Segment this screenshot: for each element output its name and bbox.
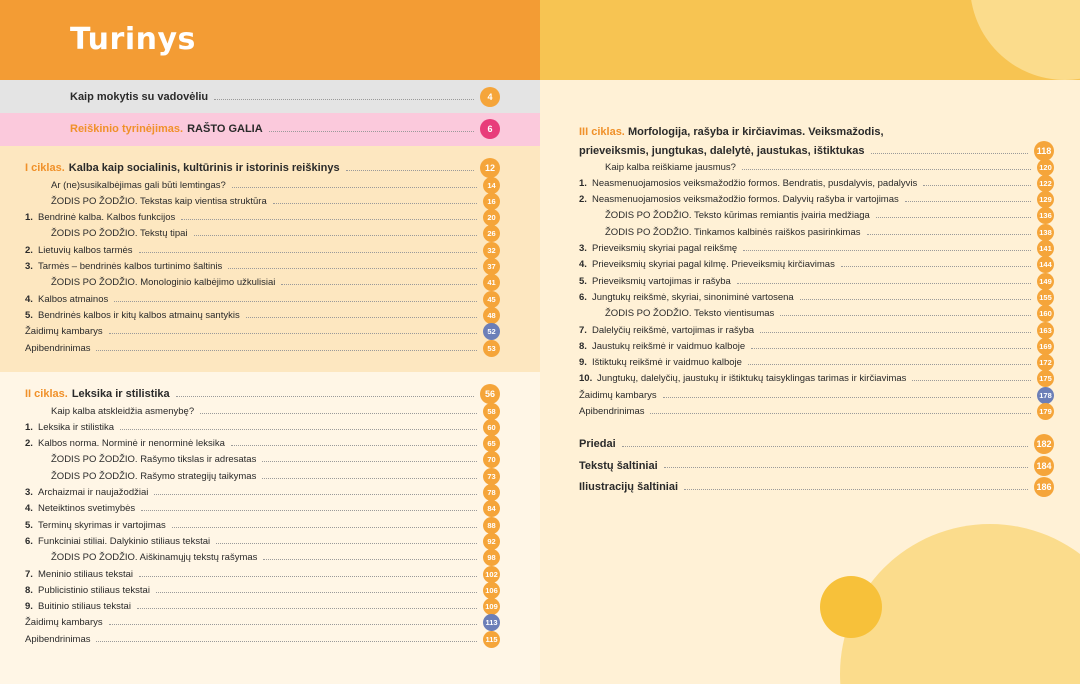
- entry-title: Neasmenuojamosios veiksmažodžio formos. Dalyvių rašyba ir vartojimas: [592, 194, 899, 206]
- page-badge: 73: [483, 468, 500, 485]
- entry-title: Ištiktukų reikšmė ir vaidmuo kalboje: [592, 357, 742, 369]
- entry-title: Kaip kalba reiškiame jausmus?: [605, 161, 736, 173]
- entry-title: Neasmenuojamosios veiksmažodžio formos. Bendratis, pusdalyvis, padalyvis: [592, 177, 918, 189]
- entry-title: Apibendrinimas: [25, 342, 91, 354]
- entry-title: Bendrinės kalbos ir kitų kalbos atmainų santykis: [38, 309, 240, 321]
- toc-entry[interactable]: [25, 403, 500, 419]
- toc-entry-appendix[interactable]: [579, 456, 1054, 476]
- entry-title: Ar (ne)susikalbėjimas gali būti lemtingas?: [51, 179, 226, 191]
- toc-entry[interactable]: [579, 175, 1054, 191]
- page-badge: 70: [483, 451, 500, 468]
- toc-entry[interactable]: [25, 468, 500, 484]
- toc-entry[interactable]: [25, 550, 500, 566]
- page-badge: 109: [483, 598, 500, 615]
- page-badge: 41: [483, 274, 500, 291]
- entry-title: Kalbos atmainos: [38, 293, 109, 305]
- entry-number: 9.: [25, 601, 33, 613]
- page-badge: 169: [1037, 338, 1054, 355]
- page-title: Turinys: [70, 22, 196, 57]
- entry-number: 9.: [579, 357, 587, 369]
- toc-entry[interactable]: [25, 599, 500, 615]
- toc-entry[interactable]: [25, 615, 500, 631]
- page-badge: 45: [483, 291, 500, 308]
- page-badge: 113: [483, 614, 500, 631]
- entry-title: Funkciniai stiliai. Dalykinio stiliaus tekstai: [38, 535, 211, 547]
- decor-circle: [820, 576, 882, 638]
- toc-entry[interactable]: [25, 517, 500, 533]
- entry-number: 5.: [579, 275, 587, 287]
- page-badge: 106: [483, 582, 500, 599]
- toc-entry[interactable]: [25, 291, 500, 307]
- page-badge: 115: [483, 631, 500, 648]
- page-badge: 122: [1037, 175, 1054, 192]
- entry-title: Dalelyčių reikšmė, vartojimas ir rašyba: [592, 324, 755, 336]
- entry-title: Bendrinė kalba. Kalbos funkcijos: [38, 212, 176, 224]
- toc-entry[interactable]: [25, 631, 500, 647]
- entry-title: Žaidimų kambarys: [25, 617, 103, 629]
- entry-number: 1.: [579, 177, 587, 189]
- page-badge: 172: [1037, 354, 1054, 371]
- page-badge: 26: [483, 225, 500, 242]
- toc-entry[interactable]: [579, 371, 1054, 387]
- entry-number: 1.: [25, 421, 33, 433]
- toc-entry[interactable]: [25, 275, 500, 291]
- entry-number: 5.: [25, 519, 33, 531]
- entry-number: 8.: [579, 340, 587, 352]
- entry-number: 10.: [579, 373, 593, 385]
- entry-title: Leksika ir stilistika: [38, 421, 115, 433]
- toc-entry[interactable]: [579, 306, 1054, 322]
- toc-entry[interactable]: [579, 241, 1054, 257]
- entry-title: Priedai: [579, 438, 616, 450]
- toc-entry[interactable]: [25, 340, 500, 356]
- page-badge: 78: [483, 484, 500, 501]
- page-badge: 138: [1037, 224, 1054, 241]
- page-badge: 175: [1037, 370, 1054, 387]
- entry-number: 3.: [579, 243, 587, 254]
- entry-number: 4.: [25, 503, 33, 515]
- page-badge: 48: [483, 307, 500, 324]
- page-badge: 32: [483, 242, 500, 259]
- page-badge: 53: [483, 340, 500, 357]
- entry-title: Kalbos norma. Norminė ir nenorminė leksika: [38, 438, 225, 450]
- page-badge: 178: [1037, 387, 1054, 404]
- page-badge: 163: [1037, 322, 1054, 339]
- page-badge: 149: [1037, 273, 1054, 290]
- entry-number: 3.: [25, 261, 33, 272]
- toc-entry[interactable]: [579, 322, 1054, 338]
- page-badge: 92: [483, 533, 500, 550]
- toc-entry[interactable]: [25, 566, 500, 582]
- cycle3-heading[interactable]: III ciklas. Morfologija, rašyba ir kirčiavimas. Veiksmažodis, prieveiksmis, jungtukas, dalelytė, jaustukas, ištiktukas 118: [579, 124, 1054, 161]
- entry-title: Buitinio stiliaus tekstai: [38, 601, 131, 613]
- entry-title: Žaidimų kambarys: [579, 389, 657, 401]
- page-badge: 88: [483, 517, 500, 534]
- entry-title: Prieveiksmių vartojimas ir rašyba: [592, 275, 731, 287]
- entry-number: 2.: [579, 194, 587, 206]
- page-badge: 184: [1034, 456, 1054, 476]
- toc-entry[interactable]: [579, 208, 1054, 224]
- page-badge: 60: [483, 419, 500, 436]
- entry-number: 4.: [25, 293, 33, 305]
- page-badge: 182: [1034, 434, 1054, 454]
- entry-number: 2.: [25, 244, 33, 256]
- entry-title: Tarmės – bendrinės kalbos turtinimo šaltinis: [38, 261, 223, 272]
- entry-title: ŽODIS PO ŽODŽIO. Tekstas kaip vientisa struktūra: [51, 195, 267, 207]
- page-badge: 136: [1037, 207, 1054, 224]
- entry-title: Apibendrinimas: [579, 406, 645, 417]
- entry-title: Apibendrinimas: [25, 633, 91, 645]
- page-badge: 16: [483, 193, 500, 210]
- page-badge: 58: [483, 403, 500, 420]
- page-badge: 14: [483, 177, 500, 194]
- toc-entry[interactable]: [579, 159, 1054, 175]
- page-badge: 20: [483, 209, 500, 226]
- toc-entry[interactable]: [25, 485, 500, 501]
- entry-title: Archaizmai ir naujažodžiai: [38, 487, 149, 498]
- page-badge: 102: [483, 566, 500, 583]
- entry-title: Jungtukų, dalelyčių, jaustukų ir ištiktukų taisyklingas tarimas ir kirčiavimas: [597, 373, 907, 385]
- entry-number: 4.: [579, 259, 587, 271]
- page-badge: 160: [1037, 305, 1054, 322]
- entry-number: 1.: [25, 212, 33, 224]
- entry-number: 3.: [25, 487, 33, 498]
- page-badge: 129: [1037, 191, 1054, 208]
- entry-title: ŽODIS PO ŽODŽIO. Tekstų tipai: [51, 228, 188, 240]
- entry-title: Prieveiksmių skyriai pagal kilmę. Prieveiksmių kirčiavimas: [592, 259, 835, 271]
- page-badge: 98: [483, 549, 500, 566]
- toc-entry[interactable]: [579, 273, 1054, 289]
- toc-entry[interactable]: [579, 224, 1054, 240]
- entry-title: Lietuvių kalbos tarmės: [38, 244, 133, 256]
- header-bar-left: [0, 0, 540, 80]
- toc-entry-intro[interactable]: Kaip mokytis su vadovėliu 4: [70, 87, 500, 107]
- page-badge: 141: [1037, 240, 1054, 257]
- entry-title: Prieveiksmių skyriai pagal reikšmę: [592, 243, 738, 254]
- toc-entry[interactable]: [25, 582, 500, 598]
- toc-entry[interactable]: [579, 289, 1054, 305]
- entry-title: ŽODIS PO ŽODŽIO. Teksto kūrimas remiantis įvairia medžiaga: [605, 210, 870, 222]
- page-badge: 37: [483, 258, 500, 275]
- entry-number: 5.: [25, 309, 33, 321]
- entry-title: ŽODIS PO ŽODŽIO. Rašymo tikslas ir adresatas: [51, 454, 257, 466]
- entry-title: ŽODIS PO ŽODŽIO. Monologinio kalbėjimo užkulisiai: [51, 277, 276, 289]
- entry-number: 8.: [25, 584, 33, 596]
- entry-number: 6.: [25, 535, 33, 547]
- entry-title: Jaustukų reikšmė ir vaidmuo kalboje: [592, 340, 746, 352]
- toc-entry[interactable]: [579, 338, 1054, 354]
- page-badge: 118: [1034, 141, 1054, 161]
- toc-entry[interactable]: [25, 324, 500, 340]
- toc-entry[interactable]: [579, 404, 1054, 420]
- entry-title: ŽODIS PO ŽODŽIO. Rašymo strategijų taikymas: [51, 470, 257, 482]
- entry-title: Meninio stiliaus tekstai: [38, 568, 134, 580]
- page-badge: 65: [483, 435, 500, 452]
- page-badge: 6: [480, 119, 500, 139]
- entry-number: 7.: [579, 324, 587, 336]
- page-badge: 52: [483, 323, 500, 340]
- page-badge: 12: [480, 158, 500, 178]
- toc-entry[interactable]: [25, 259, 500, 275]
- entry-title: ŽODIS PO ŽODŽIO. Tinkamos kalbinės raiškos pasirinkimas: [605, 226, 861, 238]
- entry-title: Tekstų šaltiniai: [579, 459, 658, 472]
- toc-entry[interactable]: [25, 177, 500, 193]
- entry-title: Neteiktinos svetimybės: [38, 503, 136, 515]
- entry-title: Terminų skyrimas ir vartojimas: [38, 519, 166, 531]
- toc-entry[interactable]: [25, 226, 500, 242]
- toc-entry[interactable]: [25, 193, 500, 209]
- entry-title: Žaidimų kambarys: [25, 326, 103, 338]
- page-badge: 120: [1037, 159, 1054, 176]
- toc-entry-appendix[interactable]: [579, 477, 1054, 497]
- toc-entry[interactable]: [25, 452, 500, 468]
- toc-entry[interactable]: [579, 192, 1054, 208]
- toc-entry[interactable]: [25, 210, 500, 226]
- entry-title: Jungtukų reikšmė, skyriai, sinoniminė vartosena: [592, 291, 794, 303]
- toc-entry[interactable]: [25, 436, 500, 452]
- page-badge: 84: [483, 500, 500, 517]
- page-badge: 179: [1037, 403, 1054, 420]
- toc-entry-research[interactable]: Reiškinio tyrinėjimas. RAŠTO GALIA 6: [70, 119, 500, 139]
- entry-title: ŽODIS PO ŽODŽIO. Aiškinamųjų tekstų rašymas: [51, 552, 258, 564]
- entry-title: Iliustracijų šaltiniai: [579, 481, 679, 493]
- page-badge: 56: [480, 384, 500, 404]
- entry-number: 2.: [25, 438, 33, 450]
- page-badge: 4: [480, 87, 500, 107]
- toc-entry[interactable]: [579, 355, 1054, 371]
- entry-title: ŽODIS PO ŽODŽIO. Teksto vientisumas: [605, 308, 775, 320]
- cycle2-heading[interactable]: II ciklas. Leksika ir stilistika 56: [25, 384, 500, 404]
- entry-title: Kaip kalba atskleidžia asmenybę?: [51, 405, 195, 417]
- toc-entry[interactable]: [579, 257, 1054, 273]
- entry-title: Publicistinio stiliaus tekstai: [38, 584, 150, 596]
- toc-entry[interactable]: [579, 387, 1054, 403]
- page-badge: 186: [1034, 477, 1054, 497]
- page-badge: 144: [1037, 256, 1054, 273]
- page-badge: 155: [1037, 289, 1054, 306]
- cycle1-heading[interactable]: I ciklas. Kalba kaip socialinis, kultūrinis ir istorinis reiškinys 12: [25, 158, 500, 178]
- entry-number: 6.: [579, 291, 587, 303]
- toc-entry[interactable]: [25, 242, 500, 258]
- toc-entry[interactable]: [25, 307, 500, 323]
- toc-entry[interactable]: [25, 501, 500, 517]
- toc-entry[interactable]: [25, 419, 500, 435]
- entry-number: 7.: [25, 568, 33, 580]
- toc-entry-appendix[interactable]: [579, 434, 1054, 454]
- toc-entry[interactable]: [25, 533, 500, 549]
